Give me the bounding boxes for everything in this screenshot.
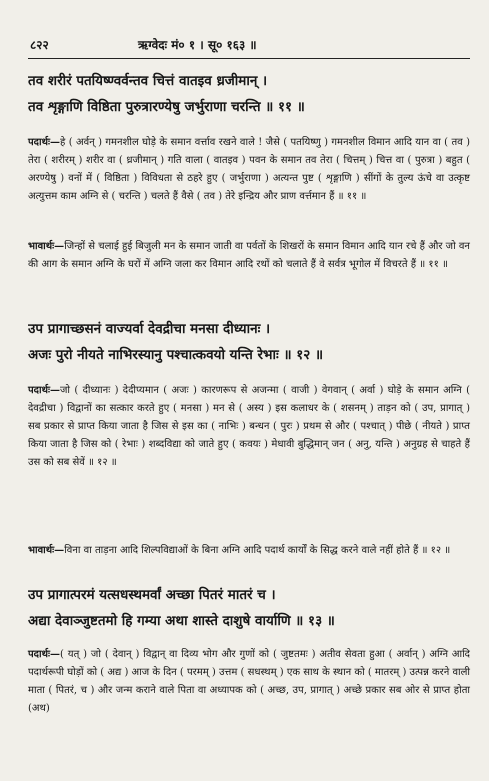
mantra-line: उप प्रागात्परमं यत्सधस्थमर्वां अच्छा पितरं मातरं च ।: [28, 587, 276, 603]
section-label: पदार्थः—: [28, 137, 60, 148]
bhavartha-11: [28, 238, 470, 274]
header-rule: [28, 58, 470, 59]
section-label: भावार्थः—: [28, 241, 65, 252]
mantra-12: [28, 316, 470, 368]
bhavartha-12: [28, 542, 470, 560]
paragraph-text: ( यत् ) जो ( देवान् ) विद्वान् वा दिव्य भोग और गुणों को ( जुष्टतमः ) अतीव सेवता हुआ ( अर्वान् ) अग्नि आदि पदार्थरूपी घोड़ों को ( अद्य ) आज के दिन ( परमम् ) उत्तम ( सधस्थम् ) एक साथ के स्थान को ( मातरम् ) उत्पन्न करने वाली माता ( पितरं, च ) और जन्म कराने वाले पिता वा अध्यापक को ( अच्छ, उप, प्रागात् ) अच्छे प्रकार सब ओर से प्राप्त होता (अथ): [28, 649, 470, 714]
running-head: ऋग्वेदः मं० १ । सू० १६३ ॥: [138, 38, 257, 52]
mantra-line: अजः पुरो नीयते नाभिरस्यानु पश्चात्कवयो यन्ति रेभाः ॥ १२ ॥: [28, 347, 324, 363]
mantra-13: [28, 582, 470, 634]
mantra-line: तव शृङ्गाणि विष्ठिता पुरुत्रारण्येषु जर्भुराणा चरन्ति ॥ ११ ॥: [28, 99, 305, 115]
section-label: पदार्थः—: [28, 649, 60, 660]
section-label: पदार्थः—: [28, 385, 60, 396]
page-number: ८२२: [30, 38, 49, 52]
mantra-line: अद्या देवाञ्जुष्टतमो हि गम्या अथा शास्ते दाशुषे वार्याणि ॥ १३ ॥: [28, 613, 335, 629]
paragraph-text: हे ( अर्वन् ) गमनशील घोड़े के समान वर्त्ताव रखने वाले ! जैसे ( पतयिष्णु ) गमनशील विमान आदि यान वा ( तव ) तेरा ( शरीरम् ) शरीर वा ( ध्रजीमान् ) गति वाला ( वातइव ) पवन के समान तव तेरा ( चित्तम् ) चित्त वा ( पुरुत्रा ) बहुत ( अरण्येषु ) वनों में ( विष्ठिता ) विविधता से ठहरे हुए ( जर्भुराणा ) अत्यन्त पुष्ट ( शृङ्गाणि ) सींगों के तुल्य ऊंचे वा उत्कृष्ट अत्युत्तम काम अग्नि से ( चरन्ति ) चलते हैं वैसे ( तव ) तेरे इन्द्रिय और प्राण वर्त्तमान हैं ॥ ११ ॥: [28, 137, 470, 202]
paragraph-text: विना वा ताड़ना आदि शिल्पविद्याओं के बिना अग्नि आदि पदार्थ कार्यों के सिद्ध करने वाले नहीं होते हैं ॥ १२ ॥: [64, 545, 451, 556]
padartha-13: [28, 646, 470, 718]
padartha-11: [28, 134, 470, 206]
padartha-12: [28, 382, 470, 472]
paragraph-text: जिन्हों से चलाई हुई बिजुली मन के समान जाती वा पर्वतों के शिखरों के समान विमान आदि यान रचे हैं और जो वन की आग के समान अग्नि के घरों में अग्नि जला कर विमान आदि रथों को चलाते हैं वे सर्वत्र भूगोल में विचरते हैं ॥ ११ ॥: [28, 241, 470, 270]
paragraph-text: जो ( दीध्यानः ) देदीप्यमान ( अजः ) कारणरूप से अजन्मा ( वाजी ) वेगवान् ( अर्वा ) घोड़े के समान अग्नि ( देवद्रीचा ) विद्वानों का सत्कार करते हुए ( मनसा ) मन से ( अस्य ) इस कलाधर के ( शसनम् ) ताड़न को ( उप, प्रागात् ) सब प्रकार से प्राप्त किया जाता है जिस से इस का ( नाभिः ) बन्धन ( पुरः ) प्रथम से और ( पश्चात् ) पीछे ( नीयते ) प्राप्त किया जाता है जिस को ( रेभाः ) शब्दविद्या को जाते हुए ( कवयः ) मेधावी बुद्धिमान् जन ( अनु, यन्ति ) अनुग्रह से चाहते हैं उस को सब सेवें ॥ १२ ॥: [28, 385, 470, 468]
page-header: [30, 36, 469, 54]
mantra-line: तव शरीरं पतयिष्ण्वर्वन्तव चित्तं वातइव ध्रजीमान् ।: [28, 73, 268, 89]
section-label: भावार्थः—: [28, 545, 65, 556]
mantra-11: [28, 68, 470, 120]
mantra-line: उप प्रागाच्छसनं वाज्यर्वा देवद्रीचा मनसा दीध्यानः ।: [28, 321, 271, 337]
